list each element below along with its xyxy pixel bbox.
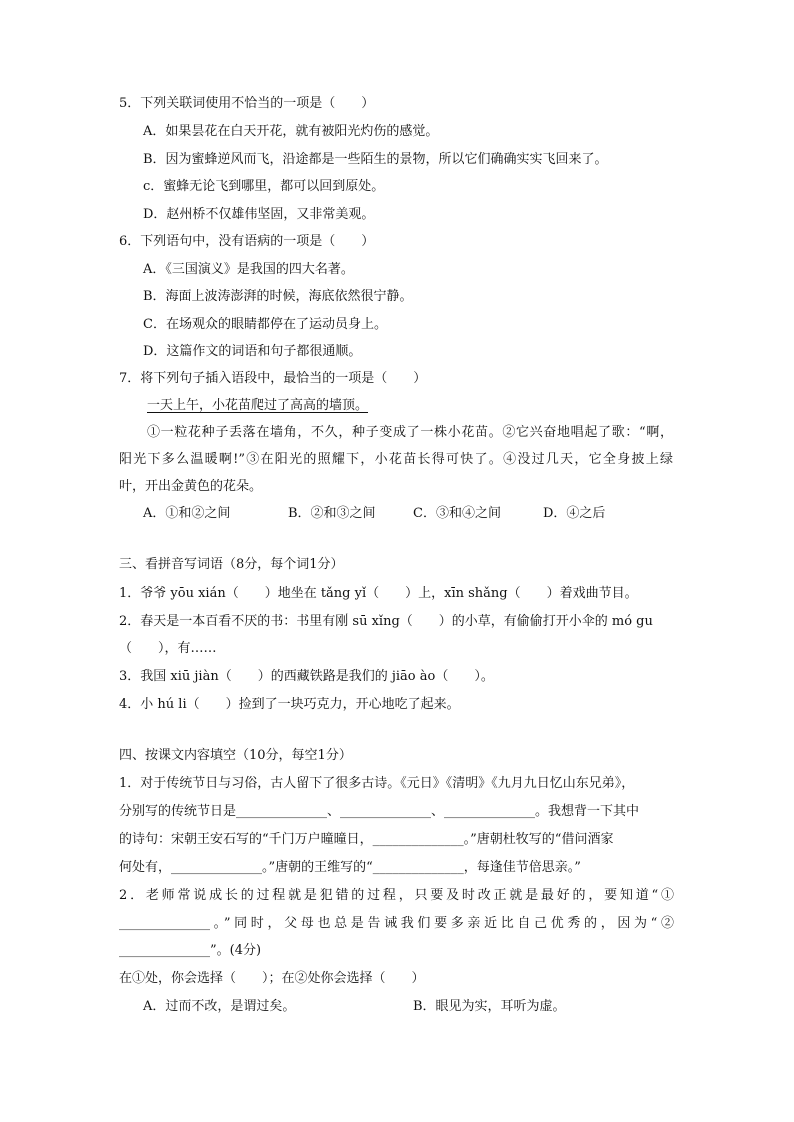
s4-q2-option-a: A．过而不改，是谓过矣。 bbox=[143, 999, 296, 1014]
s4-q2-choice-prompt: 在①处，你会选择（ ）；在②处你会选择（ ） bbox=[119, 971, 425, 986]
q5-option-d: D．赵州桥不仅雄伟坚固，又非常美观。 bbox=[143, 207, 375, 222]
q6-stem: 6．下列语句中，没有语病的一项是（ ） bbox=[119, 234, 375, 249]
s4-q1-line: 的诗句：宋朝王安石写的“千门万户曈曈日，______________。”唐朝杜牧写的“借问酒家 bbox=[119, 832, 614, 847]
q6-option-a: A．《三国演义》是我国的四大名著。 bbox=[143, 262, 354, 277]
s3-question-4: 4．小 hú li（ ）捡到了一块巧克力，开心地吃了起来。 bbox=[119, 697, 460, 712]
q7-passage-line: ①一粒花种子丢落在墙角，不久，种子变成了一株小花苗。②它兴奋地唱起了歌：“啊， bbox=[147, 425, 673, 440]
s4-q1-line: 何处有，______________。”唐朝的王维写的“______________，每逢佳节倍思亲。” bbox=[119, 860, 581, 875]
section-3-title: 三、看拼音写词语（8分，每个词1分） bbox=[119, 557, 344, 572]
s3-question-3: 3．我国 xiū jiàn（ ）的西藏铁路是我们的 jiāo ào（ ）。 bbox=[119, 669, 494, 684]
q5-option-c: c．蜜蜂无论飞到哪里，都可以回到原处。 bbox=[143, 179, 385, 194]
q6-option-b: B．海面上波涛澎湃的时候，海底依然很宁静。 bbox=[143, 289, 413, 304]
q7-passage-line: 叶，开出金黄色的花朵。 bbox=[119, 479, 263, 494]
q7-stem: 7．将下列句子插入语段中，最恰当的一项是（ ） bbox=[119, 371, 427, 386]
s4-q2-line: ______________。”同时，父母也总是告诫我们要多亲近比自己优秀的，因为“② bbox=[119, 916, 674, 931]
s4-q1-line: 1．对于传统节日与习俗，古人留下了很多古诗。《元日》《清明》《九月九日忆山东兄弟》， bbox=[119, 776, 635, 791]
q7-option-c: C．③和④之间 bbox=[413, 506, 501, 521]
s4-q2-option-b: B．眼见为实，耳听为虚。 bbox=[413, 999, 566, 1014]
q5-option-b: B．因为蜜蜂逆风而飞，沿途都是一些陌生的景物，所以它们确确实实飞回来了。 bbox=[143, 152, 608, 167]
q7-option-d: D．④之后 bbox=[543, 506, 606, 521]
q6-option-c: C．在场观众的眼睛都停在了运动员身上。 bbox=[143, 317, 387, 332]
q7-option-a: A．①和②之间 bbox=[143, 506, 231, 521]
q7-passage-line: 阳光下多么温暖啊!”③在阳光的照耀下，小花苗长得可快了。④没过几天，它全身披上绿 bbox=[119, 452, 673, 467]
s3-question-1: 1．爷爷 yōu xián（ ）地坐在 tǎng yǐ（ ）上，xīn shǎng（ ）着戏曲节目。 bbox=[119, 586, 638, 601]
s3-question-2-cont: （ ），有…… bbox=[119, 641, 217, 656]
q7-option-b: B．②和③之间 bbox=[288, 506, 376, 521]
q6-option-d: D．这篇作文的词语和句子都很通顺。 bbox=[143, 344, 362, 359]
s4-q1-line: 分别写的传统节日是______________、______________、______________。我想背一下其中 bbox=[119, 804, 640, 819]
s4-q2-line: 2．老师常说成长的过程就是犯错的过程，只要及时改正就是最好的，要知道“① bbox=[119, 888, 674, 903]
q7-insert-sentence: 一天上午，小花苗爬过了高高的墙顶。 bbox=[147, 398, 369, 413]
s4-q2-line: ______________”。(4分) bbox=[119, 943, 262, 958]
q5-stem: 5．下列关联词使用不恰当的一项是（ ） bbox=[119, 96, 375, 111]
q5-option-a: A．如果昙花在白天开花，就有被阳光灼伤的感觉。 bbox=[143, 124, 439, 139]
s3-question-2: 2．春天是一本百看不厌的书：书里有刚 sū xǐng（ ）的小草，有偷偷打开小伞的 mó gu bbox=[119, 614, 653, 629]
section-4-title: 四、按课文内容填空（10分，每空1分） bbox=[119, 748, 352, 763]
